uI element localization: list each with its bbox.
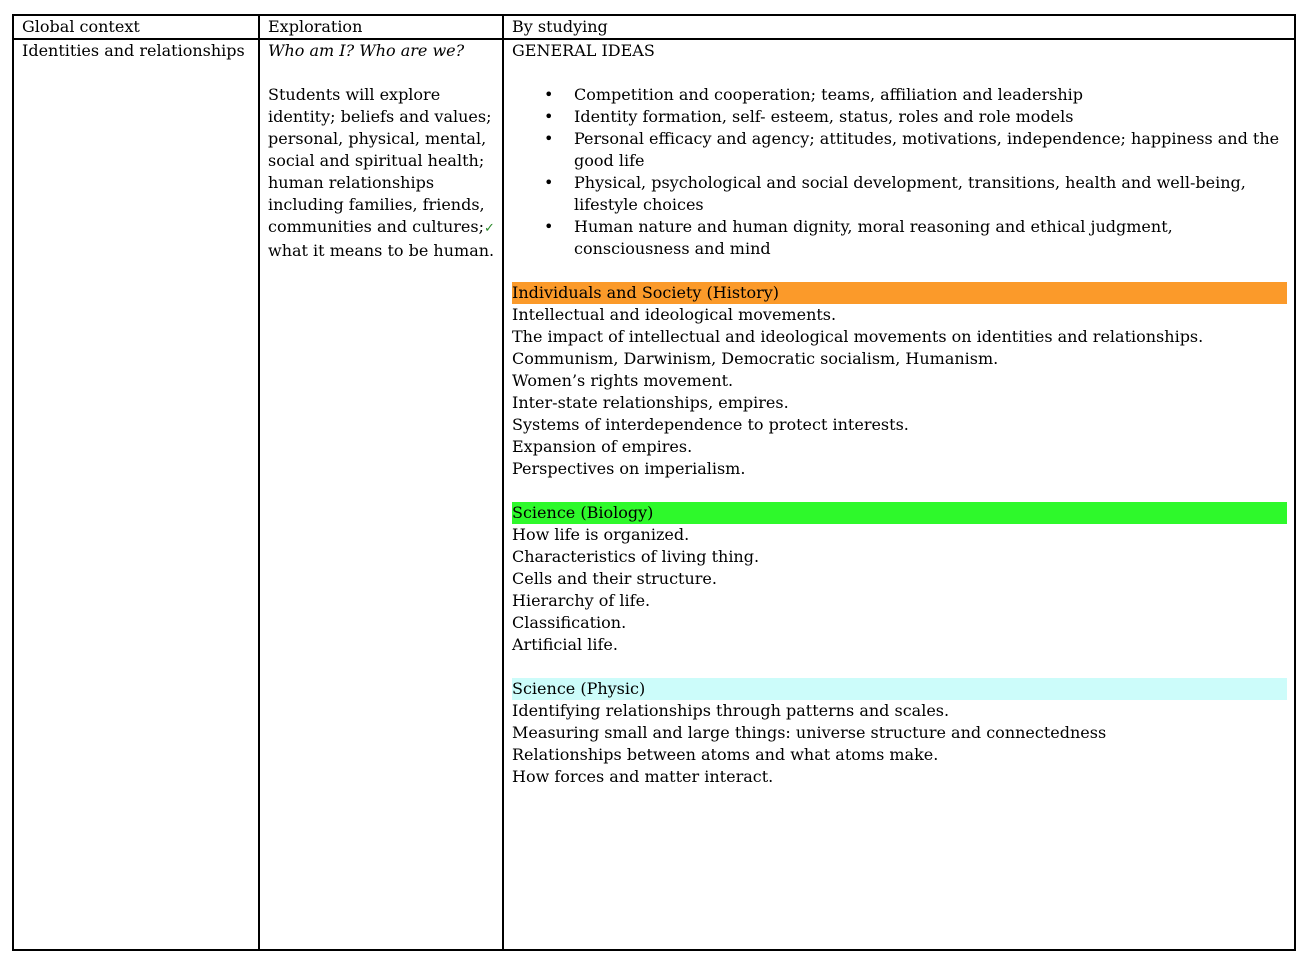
global-context-text: Identities and relationships [22, 41, 245, 60]
exploration-line: human relationships [268, 173, 435, 192]
curriculum-table [12, 14, 1296, 951]
exploration-line: social and spiritual health; [268, 151, 485, 170]
by-studying-cell [503, 39, 1295, 950]
exploration-line: Students will explore [268, 85, 441, 104]
section-physics [512, 678, 1286, 788]
section-line: Systems of interdependence to protect interests. [512, 415, 909, 434]
exploration-description [268, 84, 494, 262]
global-context-cell [13, 39, 259, 950]
exploration-line: what it means to be human. [268, 241, 495, 260]
table-header-row [13, 15, 1295, 39]
exploration-line: identity; beliefs and values; [268, 107, 492, 126]
header-global-context: Global context [13, 15, 259, 39]
exploration-line: including families, friends, [268, 195, 485, 214]
section-line: Cells and their structure. [512, 569, 717, 588]
section-line: How life is organized. [512, 525, 690, 544]
section-line: Women’s rights movement. [512, 371, 734, 390]
section-line: Expansion of empires. [512, 437, 693, 456]
section-line: Intellectual and ideological movements. [512, 305, 837, 324]
section-heading-physics: Science (Physic) [512, 678, 1287, 700]
table-body-row [13, 39, 1295, 950]
section-history [512, 282, 1286, 480]
section-heading-history: Individuals and Society (History) [512, 282, 1287, 304]
exploration-question: Who am I? Who are we? [268, 41, 465, 60]
section-line: Inter-state relationships, empires. [512, 393, 789, 412]
header-exploration: Exploration [259, 15, 503, 39]
section-line: Artificial life. [512, 635, 618, 654]
spellcheck-mark-icon: ✓ [483, 221, 495, 236]
list-item: • Competition and cooperation; teams, affiliation and leadership [574, 84, 1286, 106]
section-biology [512, 502, 1286, 656]
section-line: The impact of intellectual and ideological movements on identities and relationships. [512, 327, 1204, 346]
section-line: Identifying relationships through patterns and scales. [512, 701, 950, 720]
section-line: Measuring small and large things: universe structure and connectedness [512, 723, 1107, 742]
section-line: Perspectives on imperialism. [512, 459, 746, 478]
section-line: Relationships between atoms and what atoms make. [512, 745, 939, 764]
section-line: How forces and matter interact. [512, 767, 774, 786]
exploration-cell [259, 39, 503, 950]
list-item: • Identity formation, self- esteem, status, roles and role models [574, 106, 1286, 128]
section-line: Characteristics of living thing. [512, 547, 760, 566]
exploration-line [268, 216, 494, 240]
exploration-line: personal, physical, mental, [268, 129, 487, 148]
list-item: • Personal efficacy and agency; attitudes, motivations, independence; happiness and the good life [574, 128, 1286, 172]
list-item: • Physical, psychological and social development, transitions, health and well-being, lifestyle choices [574, 172, 1286, 216]
general-ideas-title: GENERAL IDEAS [512, 41, 655, 60]
section-line: Hierarchy of life. [512, 591, 651, 610]
section-line: Classification. [512, 613, 627, 632]
list-item: • Human nature and human dignity, moral reasoning and ethical judgment, consciousness and mind [574, 216, 1286, 260]
section-line: Communism, Darwinism, Democratic socialism, Humanism. [512, 349, 999, 368]
section-heading-biology: Science (Biology) [512, 502, 1287, 524]
exploration-line-text: communities and cultures; [268, 217, 484, 236]
header-by-studying: By studying [503, 15, 1295, 39]
general-ideas-list [512, 84, 1286, 260]
